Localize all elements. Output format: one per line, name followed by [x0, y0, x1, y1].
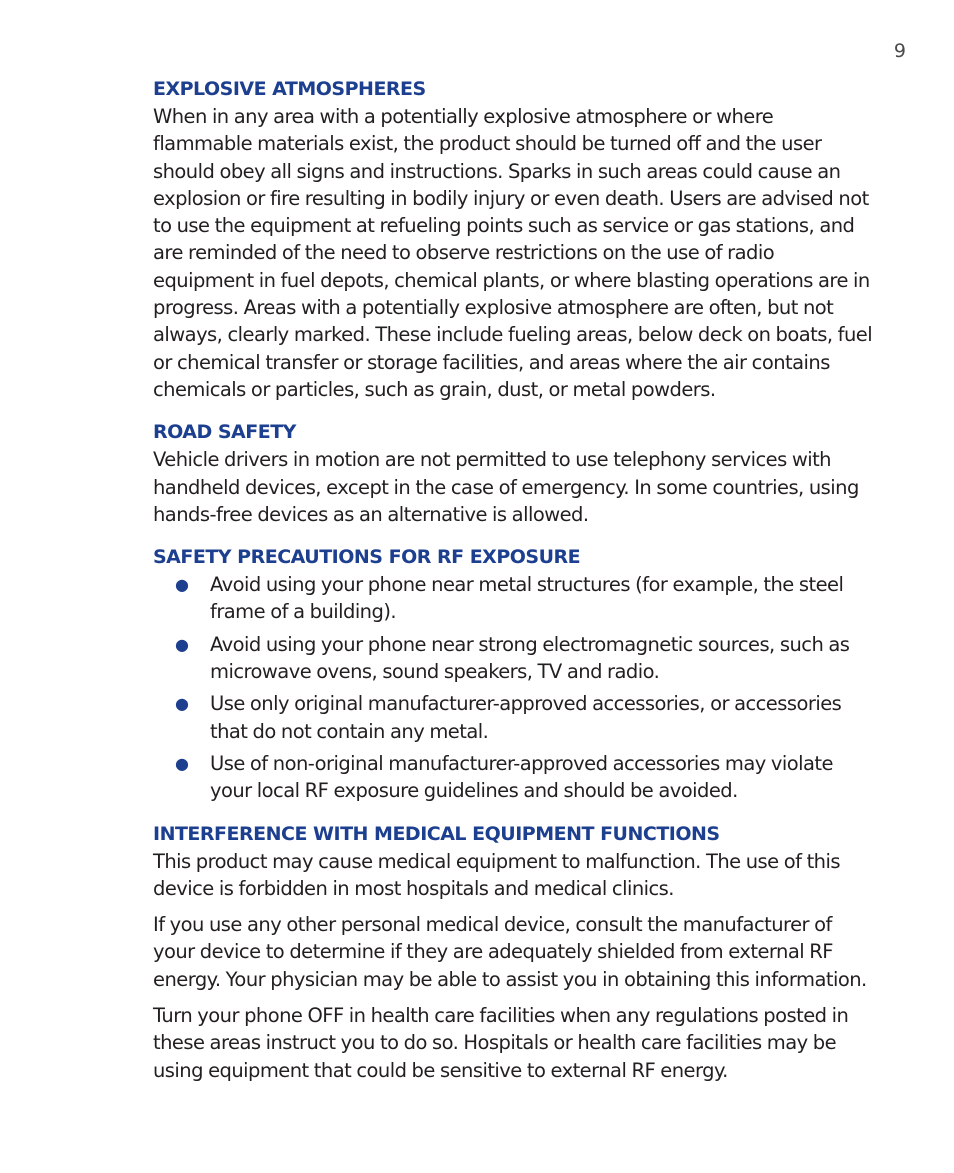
bullet-icon: ●	[175, 753, 189, 773]
document-body	[153, 76, 875, 1100]
list-item	[153, 690, 875, 745]
section-medical-interference	[153, 821, 875, 1084]
section-heading: SAFETY PRECAUTIONS FOR RF EXPOSURE	[153, 546, 581, 569]
page-number: 9	[893, 40, 906, 62]
list-item-text: Use of non-original manufacturer-approved accessories may violate your local RF exposure guidelines and should be avoided.	[210, 751, 833, 803]
section-explosive-atmospheres	[153, 76, 875, 403]
paragraph: If you use any other personal medical device, consult the manufacturer of your device to determine if they are adequately shielded from external RF energy. Your physician may be able to assist you in obtaining this information.	[153, 913, 867, 991]
section-rf-exposure	[153, 544, 875, 804]
list-item-text: Avoid using your phone near strong electromagnetic sources, such as microwave ovens, sound speakers, TV and radio.	[210, 632, 850, 684]
bullet-icon: ●	[175, 694, 189, 714]
bullet-icon: ●	[175, 575, 189, 595]
list-item-text: Avoid using your phone near metal structures (for example, the steel frame of a building).	[210, 573, 844, 624]
list-item	[153, 571, 875, 626]
section-heading: EXPLOSIVE ATMOSPHERES	[153, 78, 426, 100]
section-heading: ROAD SAFETY	[153, 421, 296, 444]
section-road-safety	[153, 419, 875, 528]
list-item	[153, 631, 875, 686]
paragraph: When in any area with a potentially explosive atmosphere or where flammable materials exist, the product should be turned off and the user should obey all signs and instructions. Sparks in such areas could cause an explosion or fire resulting in bodily injury or even death. Users are advised not to use the equipment at refueling points such as service or gas stations, and are reminded of the need to observe restrictions on the use of radio equipment in fuel depots, chemical plants, or where blasting operations are in progress. Areas with a potentially explosive atmosphere are often, but not always, clearly marked. These include fueling areas, below deck on boats, fuel or chemical transfer or storage facilities, and areas where the air contains chemicals or particles, such as grain, dust, or metal powders.	[153, 105, 873, 401]
list-item	[153, 750, 875, 805]
bullet-icon: ●	[175, 634, 189, 654]
list-item-text: Use only original manufacturer-approved accessories, or accessories that do not contain any metal.	[210, 692, 842, 743]
bullet-list	[153, 571, 875, 804]
paragraph: This product may cause medical equipment to malfunction. The use of this device is forbidden in most hospitals and medical clinics.	[153, 849, 840, 900]
section-heading: INTERFERENCE WITH MEDICAL EQUIPMENT FUNCTIONS	[153, 822, 720, 845]
paragraph: Turn your phone OFF in health care facilities when any regulations posted in these areas instruct you to do so. Hospitals or health care facilities may be using equipment that could be sensitive to external RF energy.	[153, 1004, 849, 1082]
paragraph: Vehicle drivers in motion are not permitted to use telephony services with handheld devices, except in the case of emergency. In some countries, using hands-free devices as an alternative is allowed.	[153, 448, 859, 526]
